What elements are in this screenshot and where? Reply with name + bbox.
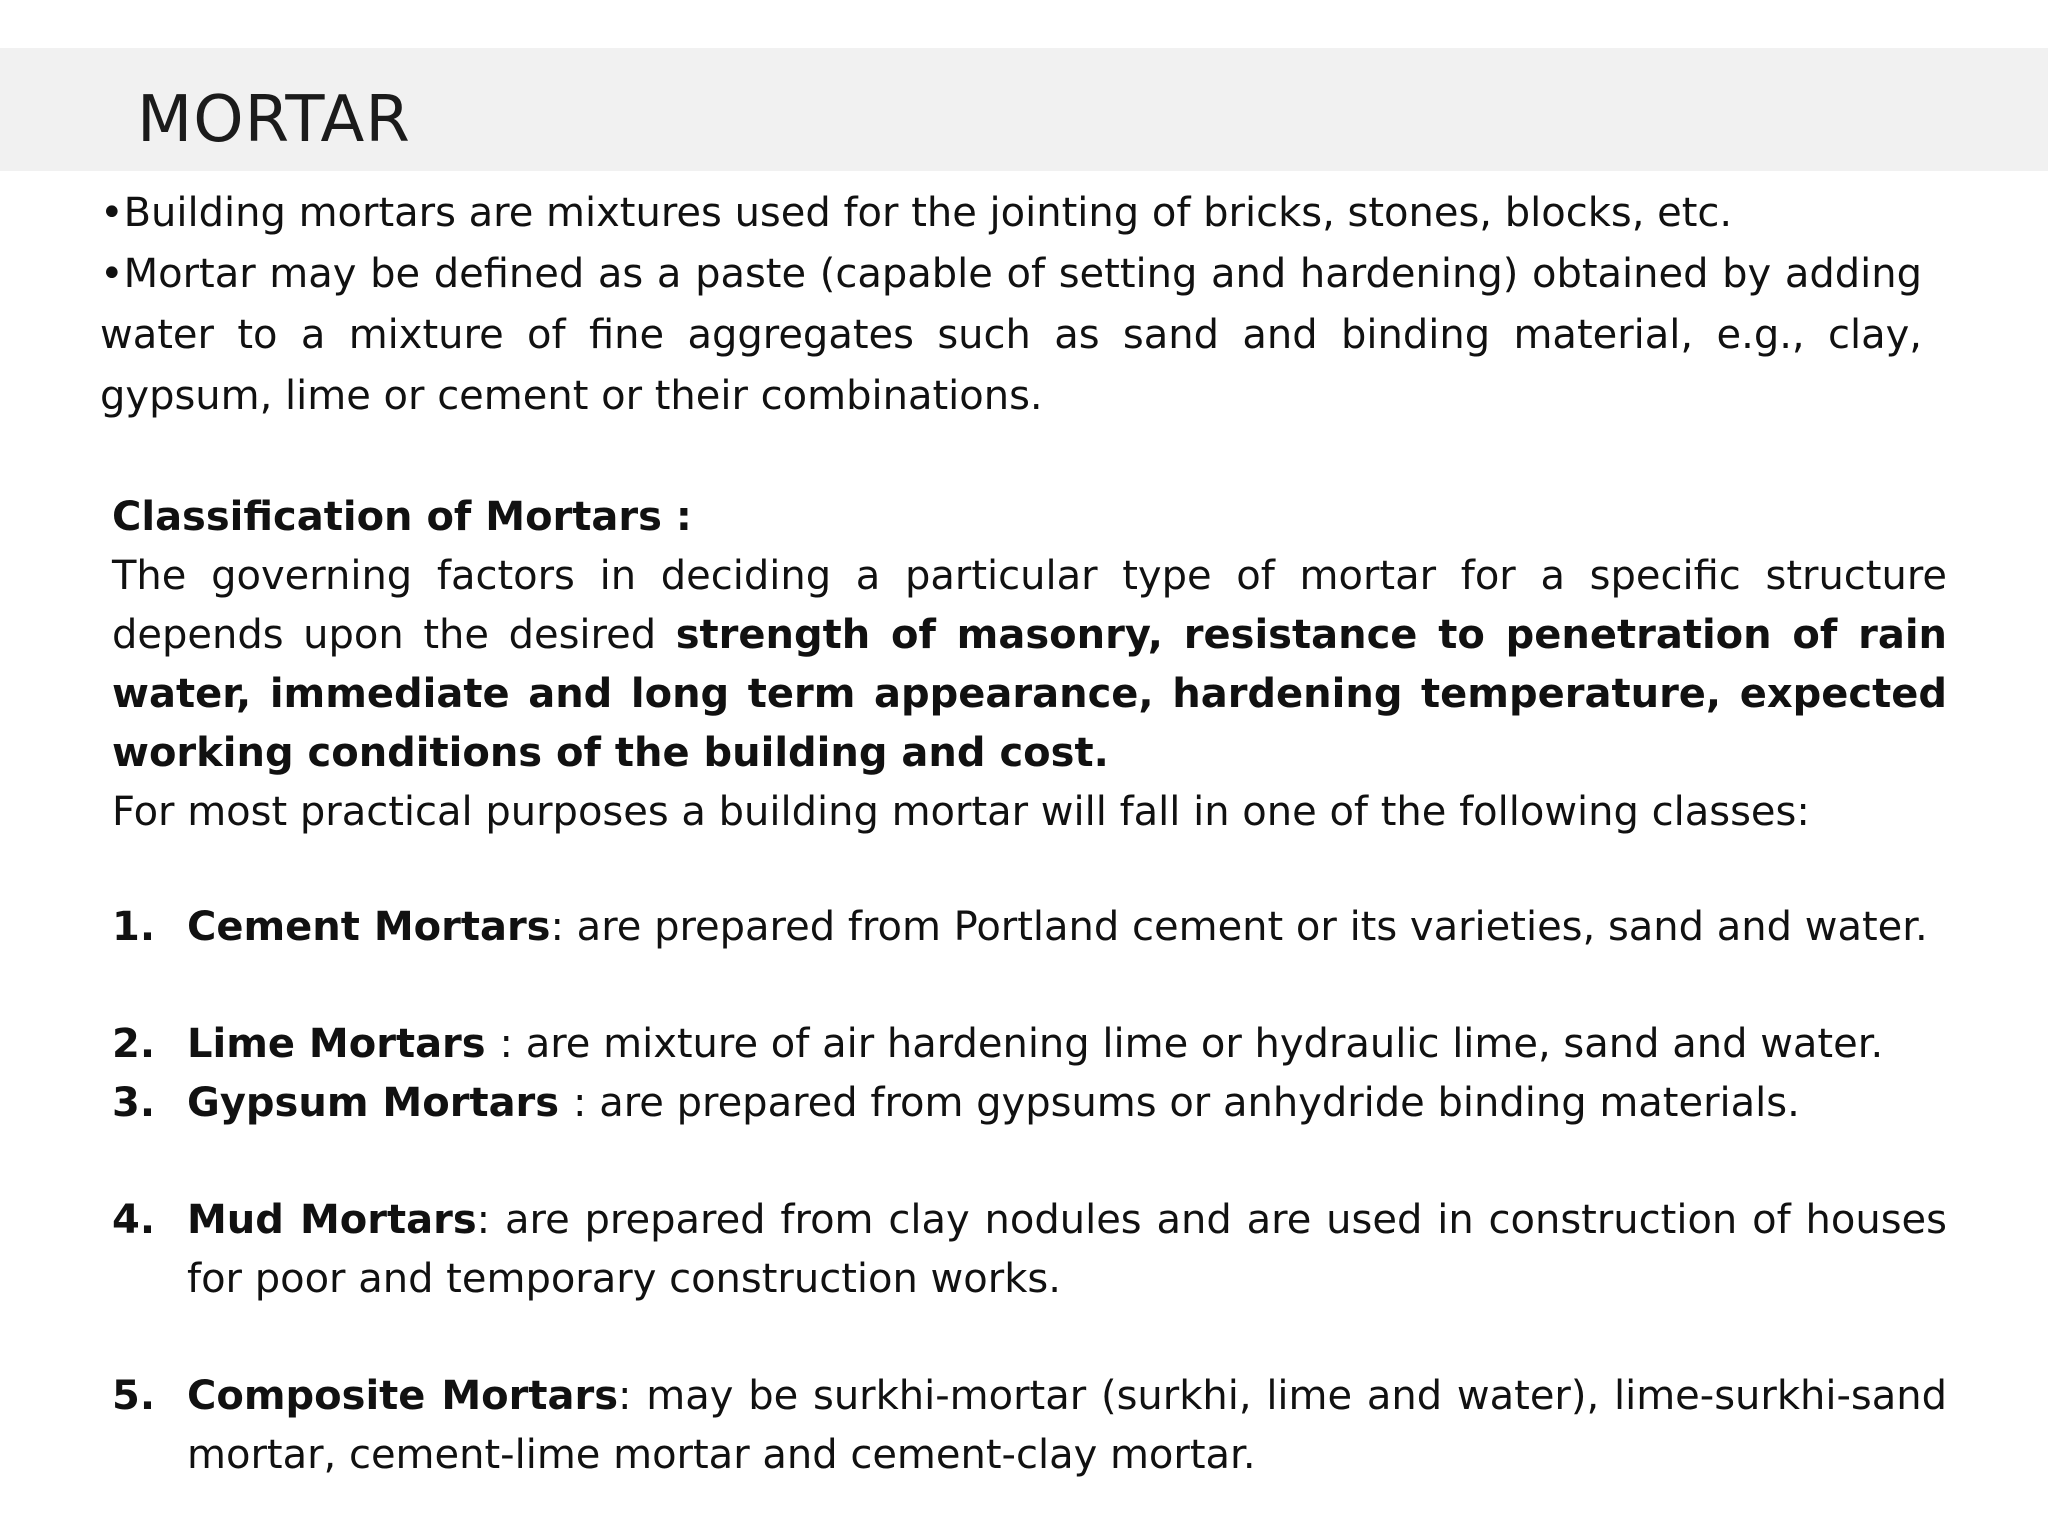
slide-title: MORTAR [137,83,411,157]
list-number: 2. [112,1021,156,1067]
list-item-cement [112,898,1947,957]
class-name: Lime Mortars [187,1021,500,1067]
list-number: 5. [112,1373,156,1419]
paragraph-intro-text: The governing factors in deciding a particular type of mortar for a specific structure depends upon the desired [112,553,1947,658]
class-description: : may be surkhi-mortar (surkhi, lime and water), lime-surkhi-sand mortar, cement-lime mortar and cement-clay mortar. [187,1373,1947,1478]
list-item-text [187,1367,1947,1485]
class-description: : are mixture of air hardening lime or hydraulic lime, sand and water. [499,1021,1884,1067]
list-number: 4. [112,1197,156,1243]
class-description: : are prepared from gypsums or anhydride binding materials. [573,1080,1800,1126]
classification-heading: Classification of Mortars : [112,494,692,540]
class-name: Gypsum Mortars [187,1080,574,1126]
list-item-text [187,1015,1947,1074]
list-item-gypsum [112,1074,1947,1133]
list-number: 1. [112,904,156,950]
bullet-item: •Building mortars are mixtures used for the jointing of bricks, stones, blocks, etc. [100,190,1733,236]
paragraph-bold-text: strength of masonry, resistance to penetration of rain water, immediate and long term appearance, hardening temperature, expected working conditions of the building and cost. [112,612,1948,776]
classification-section [112,488,1947,842]
list-item-text [187,1191,1947,1309]
list-item-mud [112,1191,1947,1309]
list-item-text [187,898,1947,957]
list-item-lime [112,1015,1947,1074]
list-number: 3. [112,1080,156,1126]
class-name: Mud Mortars [187,1197,477,1243]
intro-bullets [100,183,1922,427]
list-item-composite [112,1367,1947,1485]
classification-closing: For most practical purposes a building mortar will fall in one of the following classes: [112,789,1810,835]
list-item-text [187,1074,1947,1133]
class-name: Cement Mortars [187,904,551,950]
class-description: : are prepared from Portland cement or its varieties, sand and water. [550,904,1928,950]
class-name: Composite Mortars [187,1373,619,1419]
bullet-item: •Mortar may be defined as a paste (capable of setting and hardening) obtained by adding water to a mixture of fine aggregates such as sand and binding material, e.g., clay, gypsum, lime or cement or their combinations. [100,251,1922,419]
classification-paragraph [112,547,1947,783]
class-description: : are prepared from clay nodules and are used in construction of houses for poor and temporary construction works. [187,1197,1948,1302]
